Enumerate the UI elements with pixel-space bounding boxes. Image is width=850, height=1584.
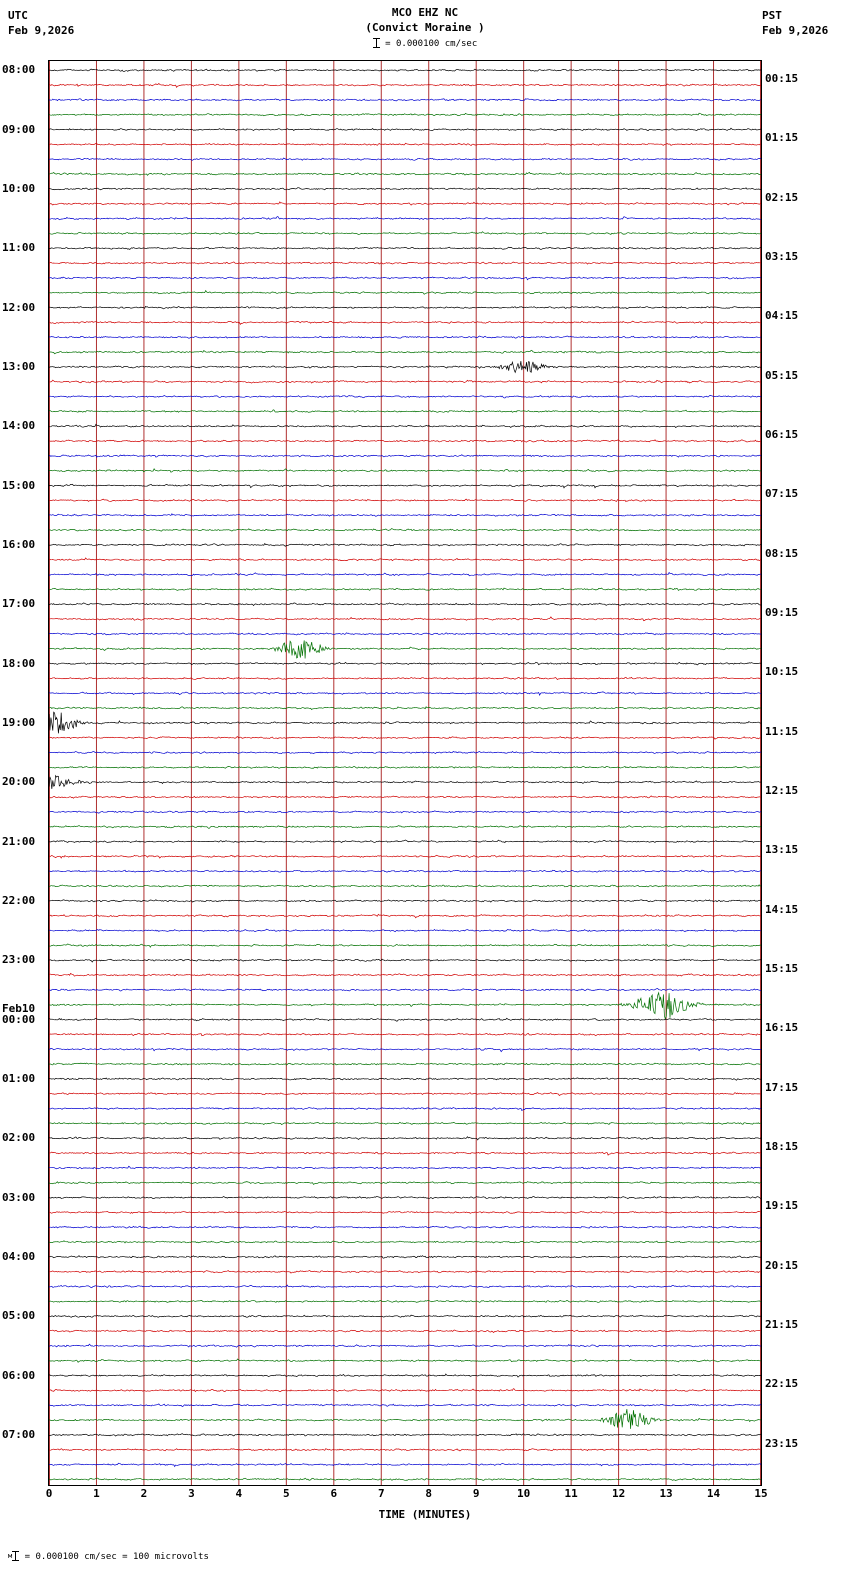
header-station-name: (Convict Moraine ) xyxy=(365,21,485,34)
x-axis-tick-label: 7 xyxy=(377,1487,385,1500)
right-time-label: 21:15 xyxy=(765,1318,799,1332)
right-time-label: 17:15 xyxy=(765,1080,799,1094)
header-right-timezone: PST xyxy=(762,9,782,22)
right-time-label: 10:15 xyxy=(765,665,799,679)
left-time-label: 03:00 xyxy=(2,1190,36,1204)
right-time-label: 04:15 xyxy=(765,309,799,323)
helicorder-plot xyxy=(48,60,762,1486)
left-time-label: 06:00 xyxy=(2,1368,36,1382)
right-time-label: 03:15 xyxy=(765,250,799,264)
left-time-label: 22:00 xyxy=(2,893,36,907)
x-axis-tick-label: 0 xyxy=(45,1487,53,1500)
header-left-date: Feb 9,2026 xyxy=(8,24,75,37)
left-time-label: 02:00 xyxy=(2,1131,36,1145)
chart-header xyxy=(0,0,850,56)
left-time-label: 12:00 xyxy=(2,300,36,314)
left-time-label: 21:00 xyxy=(2,834,36,848)
left-time-label: 00:00 xyxy=(2,1012,36,1026)
x-axis-tick-label: 10 xyxy=(517,1487,531,1500)
header-right-date: Feb 9,2026 xyxy=(762,24,829,37)
right-time-label: 09:15 xyxy=(765,606,799,620)
right-time-label: 11:15 xyxy=(765,724,799,738)
right-time-label: 22:15 xyxy=(765,1377,799,1391)
x-axis-tick-label: 12 xyxy=(611,1487,626,1500)
x-axis-tick-label: 15 xyxy=(754,1487,768,1500)
footer-amplitude-bar-icon xyxy=(12,1551,19,1561)
footer-scale-label: = 0.000100 cm/sec = 100 microvolts xyxy=(24,1552,209,1562)
left-time-label: 18:00 xyxy=(2,656,36,670)
footer-scale xyxy=(8,1551,209,1562)
header-left-timezone: UTC xyxy=(8,9,28,22)
right-time-label: 15:15 xyxy=(765,962,799,976)
x-axis-tick-label: 5 xyxy=(283,1487,290,1500)
left-time-label: 13:00 xyxy=(2,359,36,373)
right-time-label: 14:15 xyxy=(765,902,799,916)
right-time-label: 00:15 xyxy=(765,72,799,86)
x-axis-tick-label: 4 xyxy=(235,1487,243,1500)
x-axis-tick-label: 3 xyxy=(188,1487,195,1500)
left-time-label: 09:00 xyxy=(2,122,36,136)
left-time-label: 01:00 xyxy=(2,1071,36,1085)
right-time-label: 01:15 xyxy=(765,131,799,145)
left-time-label: 08:00 xyxy=(2,63,36,77)
left-time-label: 04:00 xyxy=(2,1249,36,1263)
x-axis-tick-label: 11 xyxy=(564,1487,578,1500)
left-time-label: 20:00 xyxy=(2,775,36,789)
header-right-timezone-block xyxy=(762,8,828,38)
right-time-label: 02:15 xyxy=(765,190,799,204)
right-time-label: 12:15 xyxy=(765,784,799,798)
footer-prefix: м xyxy=(8,1552,13,1560)
seismic-traces xyxy=(49,61,761,1485)
right-time-label: 23:15 xyxy=(765,1436,799,1450)
scale-indicator xyxy=(0,38,850,49)
left-time-label: 11:00 xyxy=(2,241,36,255)
scale-label: = 0.000100 cm/sec xyxy=(385,39,478,49)
right-time-label: 06:15 xyxy=(765,428,799,442)
right-time-label: 08:15 xyxy=(765,546,799,560)
right-time-label: 05:15 xyxy=(765,368,799,382)
amplitude-bar-icon xyxy=(373,38,380,48)
x-axis-ticks xyxy=(45,1487,768,1509)
right-time-label: 19:15 xyxy=(765,1199,799,1213)
left-time-label: 07:00 xyxy=(2,1427,36,1441)
left-time-label: Feb10 xyxy=(2,1001,36,1015)
x-axis-tick-label: 6 xyxy=(330,1487,338,1500)
left-time-label: 15:00 xyxy=(2,478,36,492)
left-time-label: 16:00 xyxy=(2,537,36,551)
x-axis-tick-label: 9 xyxy=(472,1487,480,1500)
right-time-label: 07:15 xyxy=(765,487,799,501)
left-time-label: 17:00 xyxy=(2,597,36,611)
right-time-label: 16:15 xyxy=(765,1021,799,1035)
header-station-block xyxy=(0,5,850,35)
right-time-label: 18:15 xyxy=(765,1140,799,1154)
left-time-label: 14:00 xyxy=(2,419,36,433)
x-axis-title: TIME (MINUTES) xyxy=(378,1508,472,1521)
x-axis-tick-label: 8 xyxy=(425,1487,433,1500)
x-axis-tick-label: 14 xyxy=(706,1487,721,1500)
right-time-label: 13:15 xyxy=(765,843,799,857)
left-time-label: 05:00 xyxy=(2,1309,36,1323)
x-axis-tick-label: 2 xyxy=(140,1487,148,1500)
header-station-code: MCO EHZ NC xyxy=(391,6,459,19)
x-axis-tick-label: 1 xyxy=(93,1487,100,1500)
left-time-label: 10:00 xyxy=(2,181,36,195)
left-time-label: 23:00 xyxy=(2,953,36,967)
right-time-label: 20:15 xyxy=(765,1258,799,1272)
x-axis-tick-label: 13 xyxy=(659,1487,673,1500)
left-time-label: 19:00 xyxy=(2,715,36,729)
